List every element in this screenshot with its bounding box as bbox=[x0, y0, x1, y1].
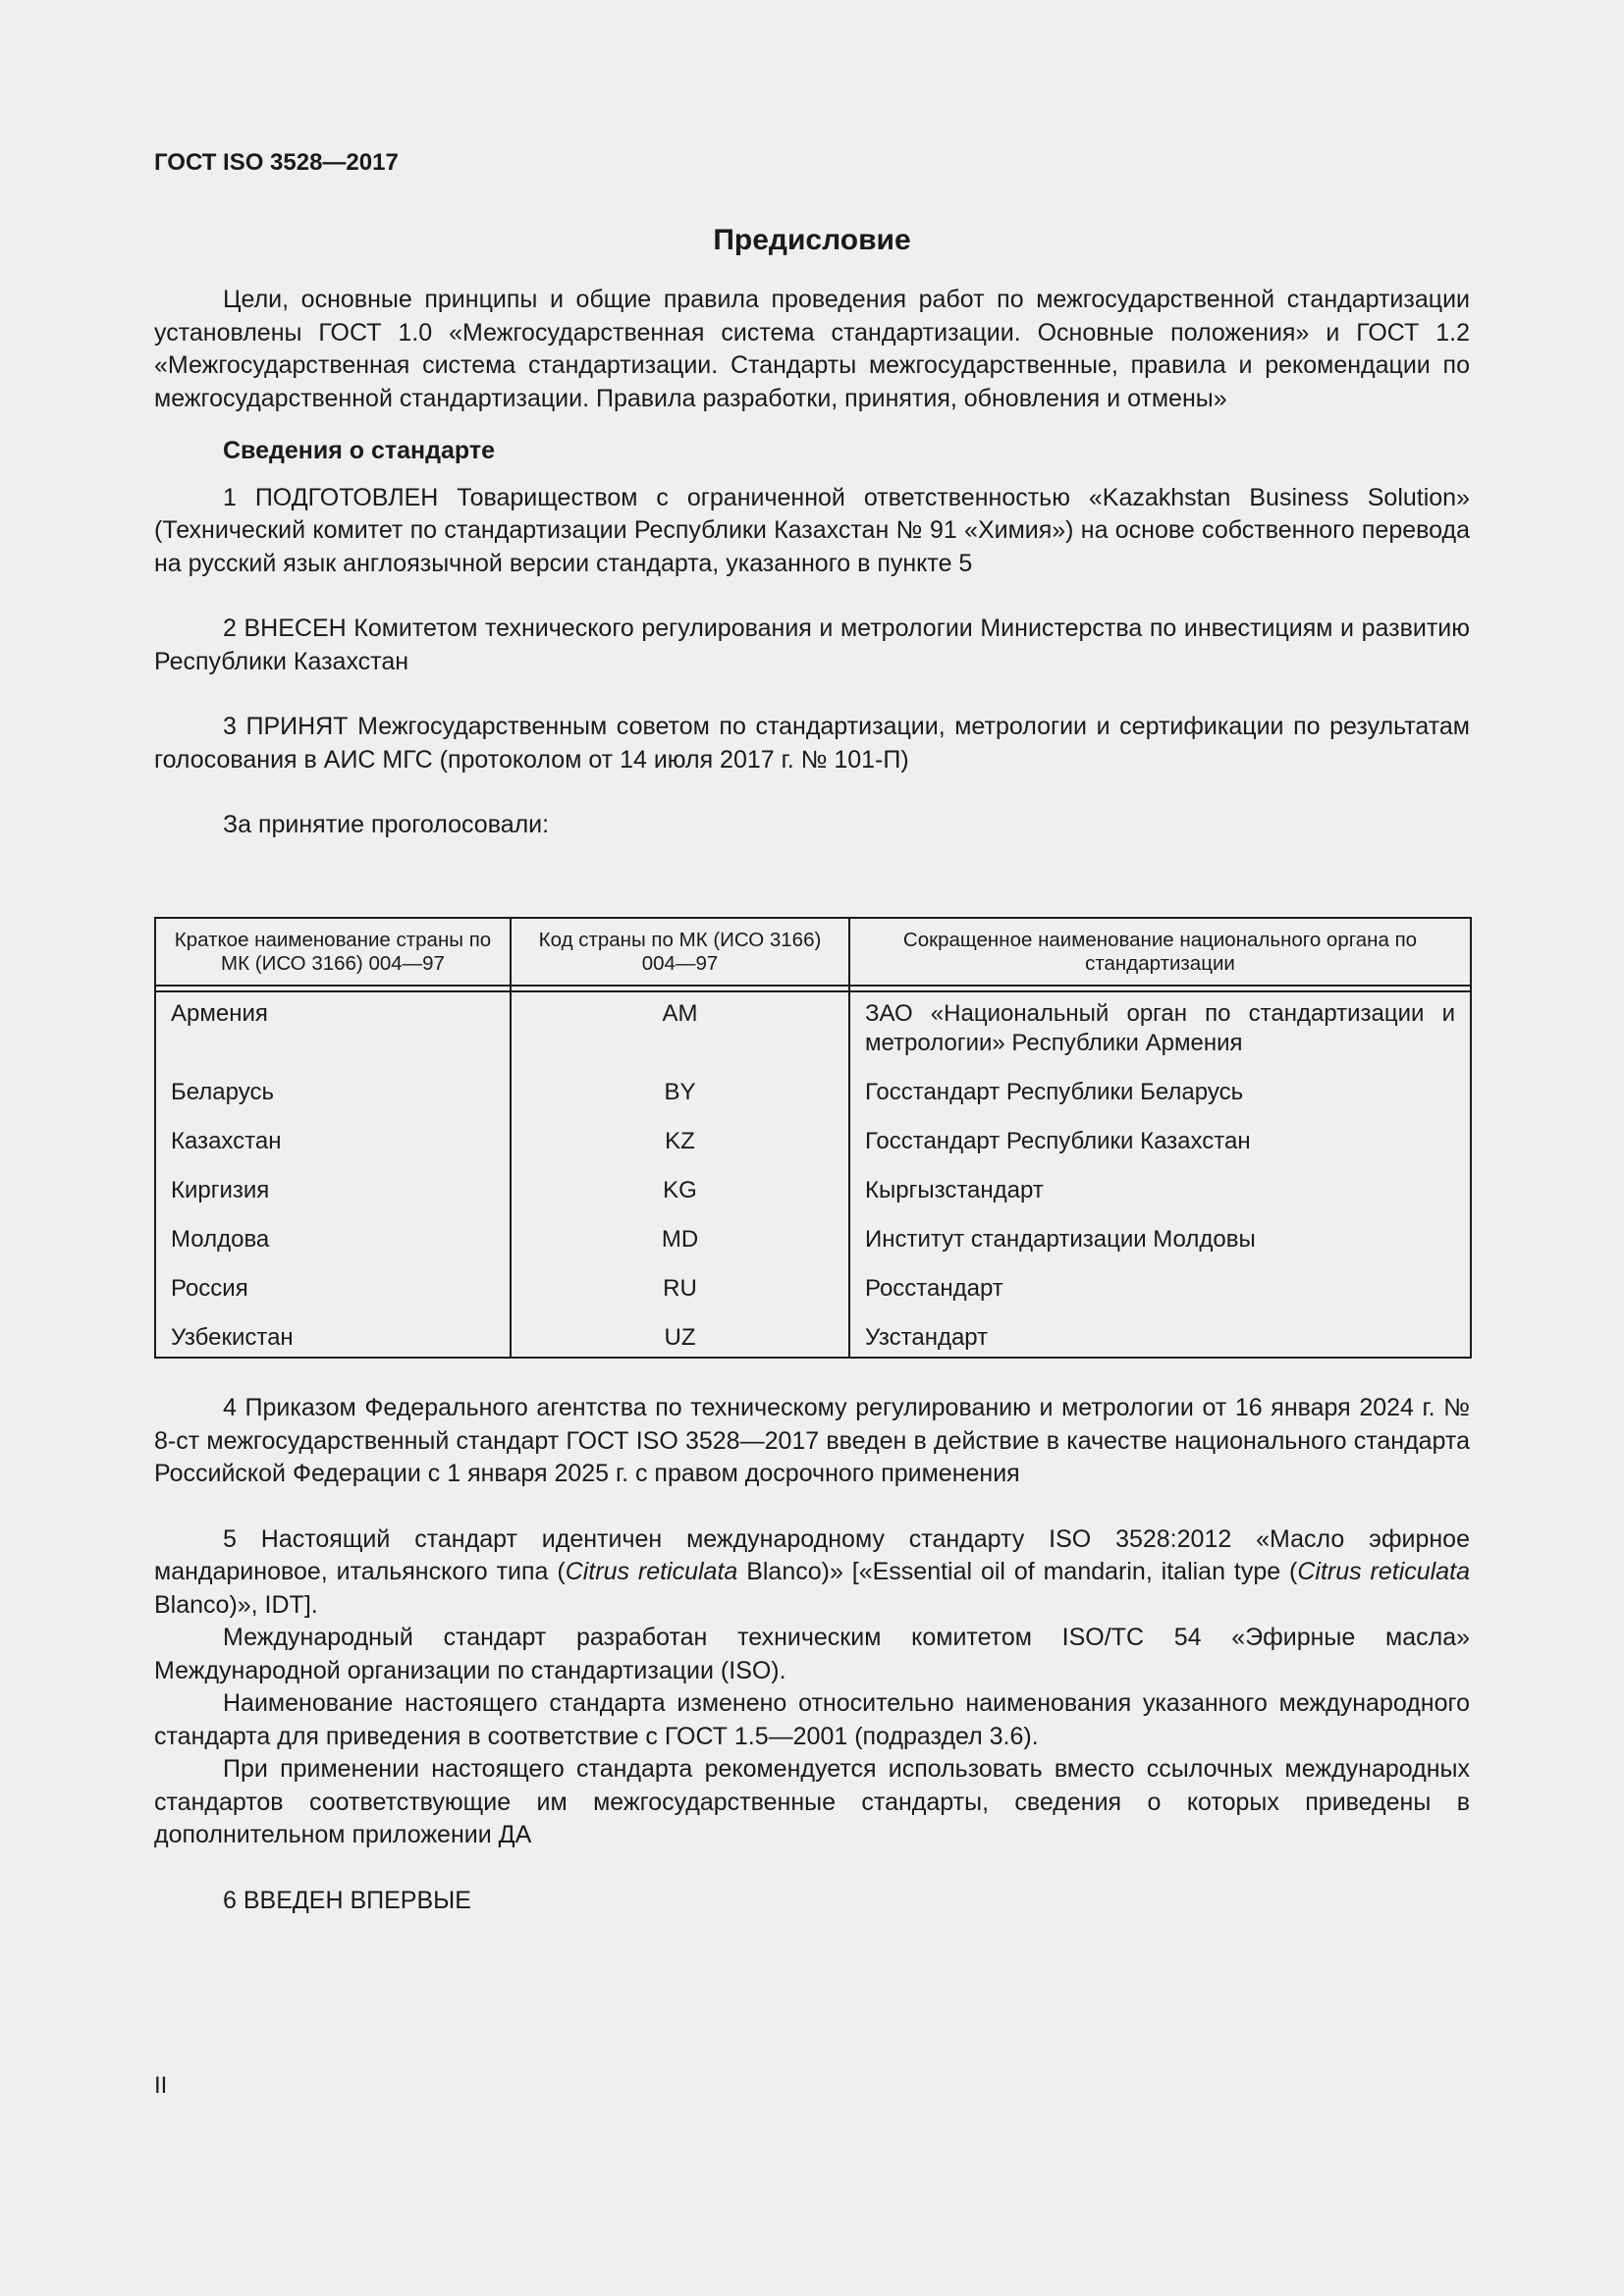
cell-org: ЗАО «Национальный орган по стандартизации и метрологии» Республики Армения bbox=[849, 998, 1471, 1077]
cell-country: Узбекистан bbox=[155, 1322, 511, 1358]
item-6-first-time: 6 ВВЕДЕН ВПЕРВЫЕ bbox=[223, 1886, 471, 1914]
section-heading: Сведения о стандарте bbox=[223, 437, 496, 464]
table-row bbox=[155, 1126, 1471, 1175]
page-number: II bbox=[154, 2072, 168, 2099]
cell-country: Армения bbox=[155, 998, 511, 1077]
item-5-identical bbox=[154, 1523, 1470, 1623]
cell-code: UZ bbox=[511, 1322, 849, 1358]
item-5-references: При применении настоящего стандарта рекомендуется использовать вместо ссылочных международных стандартов соответствующие им межгосударственные стандарты, сведения о которых приведены в дополнительном приложении ДА bbox=[154, 1755, 1470, 1848]
header-double-rule-inner bbox=[155, 991, 1471, 998]
preface-body bbox=[154, 284, 1470, 842]
voted-intro: За принятие проголосовали: bbox=[223, 811, 550, 838]
table-row bbox=[155, 1322, 1471, 1358]
page-title: Предисловие bbox=[713, 224, 911, 256]
header-country-name: Краткое наименование страны по МК (ИСО 3166) 004—97 bbox=[155, 918, 511, 986]
cell-org: Институт стандартизации Молдовы bbox=[849, 1224, 1471, 1273]
header-country-code: Код страны по МК (ИСО 3166) 004—97 bbox=[511, 918, 849, 986]
cell-code: AM bbox=[511, 998, 849, 1077]
item-1-prepared: 1 ПОДГОТОВЛЕН Товариществом с ограниченной ответственностью «Kazakhstan Business Solution» (Технический комитет по стандартизации Республики Казахстан № 91 «Химия») на основе собственного перевода на русский язык англоязычной версии стандарта, указанного в пункте 5 bbox=[154, 483, 1470, 577]
cell-org: Узстандарт bbox=[849, 1322, 1471, 1358]
table-row bbox=[155, 1224, 1471, 1273]
cell-code: KG bbox=[511, 1175, 849, 1224]
preface-body-continued bbox=[154, 1392, 1470, 1917]
cell-country: Казахстан bbox=[155, 1126, 511, 1175]
voting-table bbox=[154, 917, 1472, 1359]
cell-org: Кыргызстандарт bbox=[849, 1175, 1471, 1224]
cell-org: Госстандарт Республики Казахстан bbox=[849, 1126, 1471, 1175]
cell-country: Молдова bbox=[155, 1224, 511, 1273]
cell-code: KZ bbox=[511, 1126, 849, 1175]
cell-country: Киргизия bbox=[155, 1175, 511, 1224]
intro-paragraph: Цели, основные принципы и общие правила проведения работ по межгосударственной стандартизации установлены ГОСТ 1.0 «Межгосударственная система стандартизации. Основные положения» и ГОСТ 1.2 «Межгосударственная система стандартизации. Стандарты межгосударственные, правила и рекомендации по межгосударственной стандартизации. Правила разработки, принятия, обновления и отмены» bbox=[154, 286, 1470, 412]
cell-code: BY bbox=[511, 1077, 849, 1126]
cell-org: Росстандарт bbox=[849, 1273, 1471, 1322]
table-header-row bbox=[155, 918, 1471, 986]
item-5-italic-2: Citrus reticulata bbox=[1297, 1558, 1470, 1585]
cell-code: RU bbox=[511, 1273, 849, 1322]
header-national-body: Сокращенное наименование национального органа по стандартизации bbox=[849, 918, 1471, 986]
table-row bbox=[155, 1273, 1471, 1322]
item-5-text-3: Blanco)», IDT]. bbox=[154, 1590, 318, 1619]
cell-country: Россия bbox=[155, 1273, 511, 1322]
document-page bbox=[154, 0, 1470, 2296]
item-5-name-change: Наименование настоящего стандарта изменено относительно наименования указанного международного стандарта для приведения в соответствие с ГОСТ 1.5—2001 (подраздел 3.6). bbox=[154, 1689, 1470, 1750]
document-code: ГОСТ ISO 3528—2017 bbox=[154, 149, 399, 176]
table-row bbox=[155, 1175, 1471, 1224]
table-row bbox=[155, 998, 1471, 1077]
item-2-introduced: 2 ВНЕСЕН Комитетом технического регулирования и метрологии Министерства по инвестициям и развитию Республики Казахстан bbox=[154, 614, 1470, 675]
cell-code: MD bbox=[511, 1224, 849, 1273]
item-5-committee: Международный стандарт разработан техническим комитетом ISO/TC 54 «Эфирные масла» Международной организации по стандартизации (ISO). bbox=[154, 1624, 1470, 1684]
cell-org: Госстандарт Республики Беларусь bbox=[849, 1077, 1471, 1126]
item-5-text-1: 5 Настоящий стандарт идентичен международному стандарту ISO 3528:2012 «Масло эфирное мандариновое, итальянского типа ( bbox=[154, 1524, 1470, 1585]
cell-country: Беларусь bbox=[155, 1077, 511, 1126]
item-4-order: 4 Приказом Федерального агентства по техническому регулированию и метрологии от 16 января 2024 г. № 8-ст межгосударственный стандарт ГОСТ ISO 3528—2017 введен в действие в качестве национального стандарта Российской Федерации с 1 января 2025 г. с правом досрочного применения bbox=[154, 1394, 1470, 1487]
item-5-text-2: Blanco)» [«Essential oil of mandarin, italian type ( bbox=[737, 1558, 1298, 1585]
table-row bbox=[155, 1077, 1471, 1126]
item-5-italic-1: Citrus reticulata bbox=[565, 1558, 738, 1585]
item-3-adopted: 3 ПРИНЯТ Межгосударственным советом по стандартизации, метрологии и сертификации по результатам голосования в АИС МГС (протоколом от 14 июля 2017 г. № 101-П) bbox=[154, 713, 1470, 774]
